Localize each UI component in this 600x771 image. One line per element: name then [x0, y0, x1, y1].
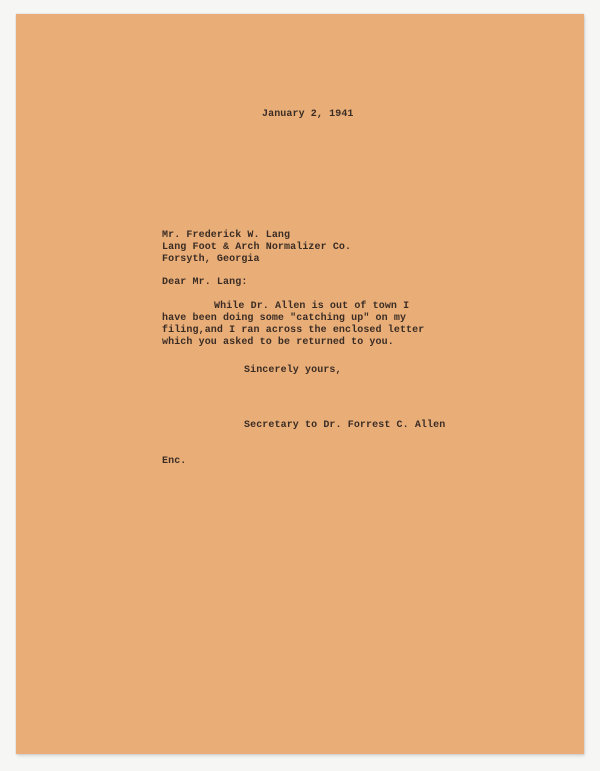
signature-line: Secretary to Dr. Forrest C. Allen: [244, 420, 446, 431]
body-line: While Dr. Allen is out of town I: [214, 301, 410, 312]
enclosure-note: Enc.: [162, 456, 187, 467]
salutation: Dear Mr. Lang:: [162, 277, 248, 288]
body-line: filing,and I ran across the enclosed letter: [162, 325, 425, 336]
recipient-location: Forsyth, Georgia: [162, 254, 260, 265]
recipient-company: Lang Foot & Arch Normalizer Co.: [162, 242, 352, 253]
letter-page: [16, 14, 584, 754]
closing: Sincerely yours,: [244, 365, 342, 376]
letter-date: January 2, 1941: [262, 109, 354, 120]
recipient-name: Mr. Frederick W. Lang: [162, 230, 291, 241]
body-line: have been doing some "catching up" on my: [162, 313, 407, 324]
body-line: which you asked to be returned to you.: [162, 337, 394, 348]
